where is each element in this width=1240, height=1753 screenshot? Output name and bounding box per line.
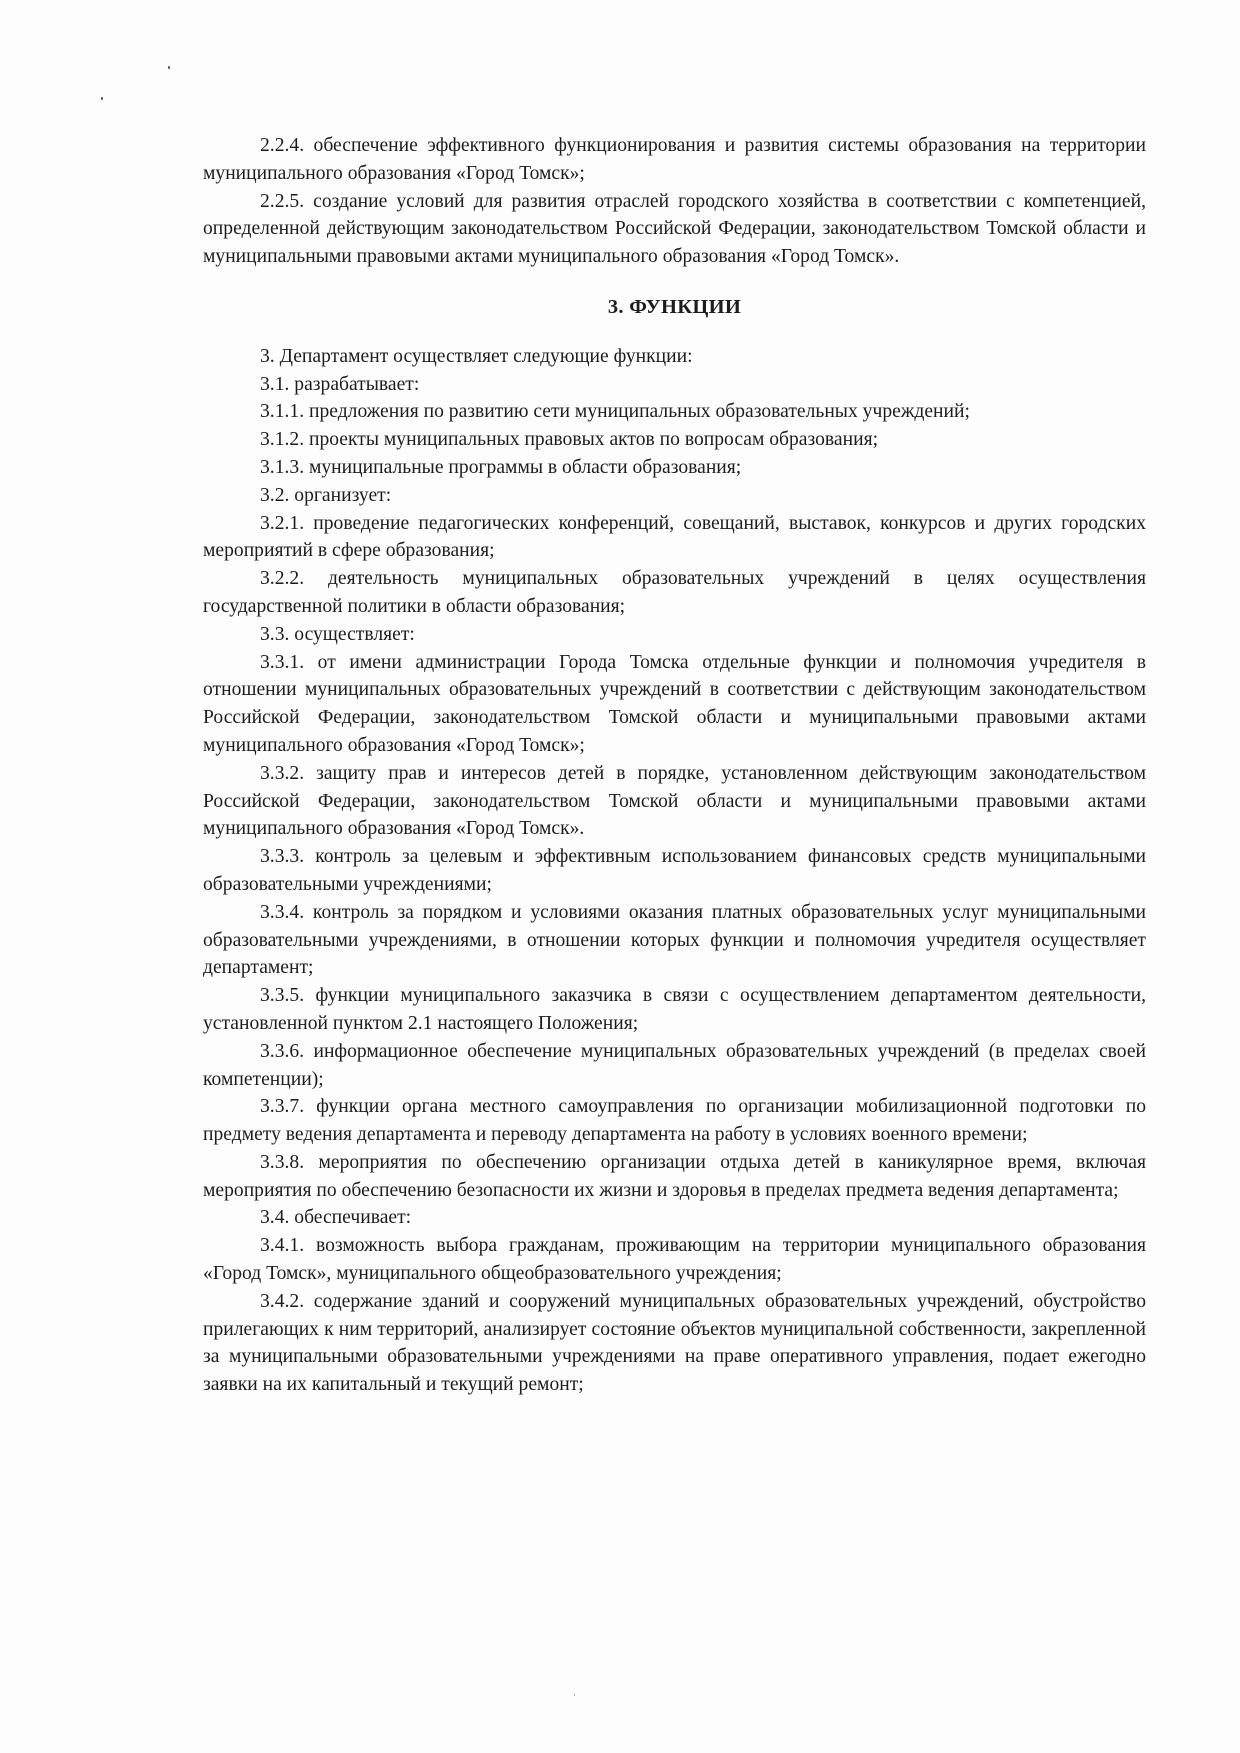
paragraph-3-3-4: 3.3.4. контроль за порядком и условиями оказания платных образовательных услуг муниципальными образовательными учреждениями, в отношении которых функции и полномочия учредителя осуществляет департамент;: [203, 901, 1146, 979]
section-heading: 3. ФУНКЦИИ: [607, 295, 742, 318]
paragraph-2-2-4: 2.2.4. обеспечение эффективного функционирования и развития системы образования на территории муниципального образования «Город Томск»;: [203, 135, 1146, 184]
paragraph-3-3-5: 3.3.5. функции муниципального заказчика в связи с осуществлением департаментом деятельности, установленной пунктом 2.1 настоящего Положения;: [203, 985, 1146, 1034]
paragraph-3-1: 3.1. разрабатывает:: [260, 373, 420, 395]
paragraph-3-1-1: 3.1.1. предложения по развитию сети муниципальных образовательных учреждений;: [260, 401, 970, 423]
paragraph-3-4-2: 3.4.2. содержание зданий и сооружений муниципальных образовательных учреждений, обустройство прилегающих к ним территорий, анализирует состояние объектов муниципальной собственности, закрепленной за муниципальными образовательными учреждениями на праве оперативного управления, подает ежегодно заявки на их капитальный и текущий ремонт;: [203, 1290, 1146, 1396]
paragraph-3-3-7: 3.3.7. функции органа местного самоуправления по организации мобилизационной подготовки по предмету ведения департамента и переводу департамента на работу в условиях военного времени;: [203, 1096, 1146, 1146]
paragraph-3-2-1: 3.2.1. проведение педагогических конференций, совещаний, выставок, конкурсов и других городских мероприятий в сфере образования;: [203, 512, 1146, 562]
paragraph-3-3-3: 3.3.3. контроль за целевым и эффективным использованием финансовых средств муниципальными образовательными учреждениями;: [203, 846, 1146, 895]
paragraph-3-3-2: 3.3.2. защиту прав и интересов детей в порядке, установленном действующим законодательством Российской Федерации, законодательством Томской области и муниципальными правовыми актами муниципального образования «Город Томск».: [203, 762, 1146, 840]
scan-speck: [574, 1694, 575, 1696]
paragraph-3-4-1: 3.4.1. возможность выбора гражданам, проживающим на территории муниципального образования «Город Томск», муниципального общеобразовательного учреждения;: [203, 1235, 1146, 1285]
paragraph-3-2: 3.2. организует:: [260, 484, 392, 506]
paragraph-3-1-3: 3.1.3. муниципальные программы в области образования;: [260, 456, 742, 478]
paragraph-3-4: 3.4. обеспечивает:: [260, 1207, 412, 1229]
document-body: [203, 132, 1146, 1399]
paragraph-3-3: 3.3. осуществляет:: [260, 623, 415, 645]
paragraph-3-3-8: 3.3.8. мероприятия по обеспечению организации отдыха детей в каникулярное время, включая мероприятия по обеспечению безопасности их жизни и здоровья в пределах предмета ведения департамента;: [203, 1151, 1146, 1201]
scan-speck: [168, 66, 170, 69]
paragraph-3-2-2: 3.2.2. деятельность муниципальных образовательных учреждений в целях осуществления государственной политики в области образования;: [203, 568, 1146, 617]
paragraph-3-1-2: 3.1.2. проекты муниципальных правовых актов по вопросам образования;: [260, 429, 879, 451]
paragraph-3-3-1: 3.3.1. от имени администрации Города Томска отдельные функции и полномочия учредителя в отношении муниципальных образовательных учреждений в соответствии с действующим законодательством Российской Федерации, законодательством Томской области и муниципальными правовыми актами муниципального образования «Город Томск»;: [203, 651, 1146, 756]
paragraph-3: 3. Департамент осуществляет следующие функции:: [260, 345, 693, 367]
paragraph-2-2-5: 2.2.5. создание условий для развития отраслей городского хозяйства в соответствии с компетенцией, определенной действующим законодательством Российской Федерации, законодательством Томской области и муниципальными правовыми актами муниципального образования «Город Томск».: [203, 190, 1146, 268]
scan-speck: [101, 97, 103, 100]
paragraph-3-3-6: 3.3.6. информационное обеспечение муниципальных образовательных учреждений (в пределах своей компетенции);: [203, 1040, 1146, 1090]
